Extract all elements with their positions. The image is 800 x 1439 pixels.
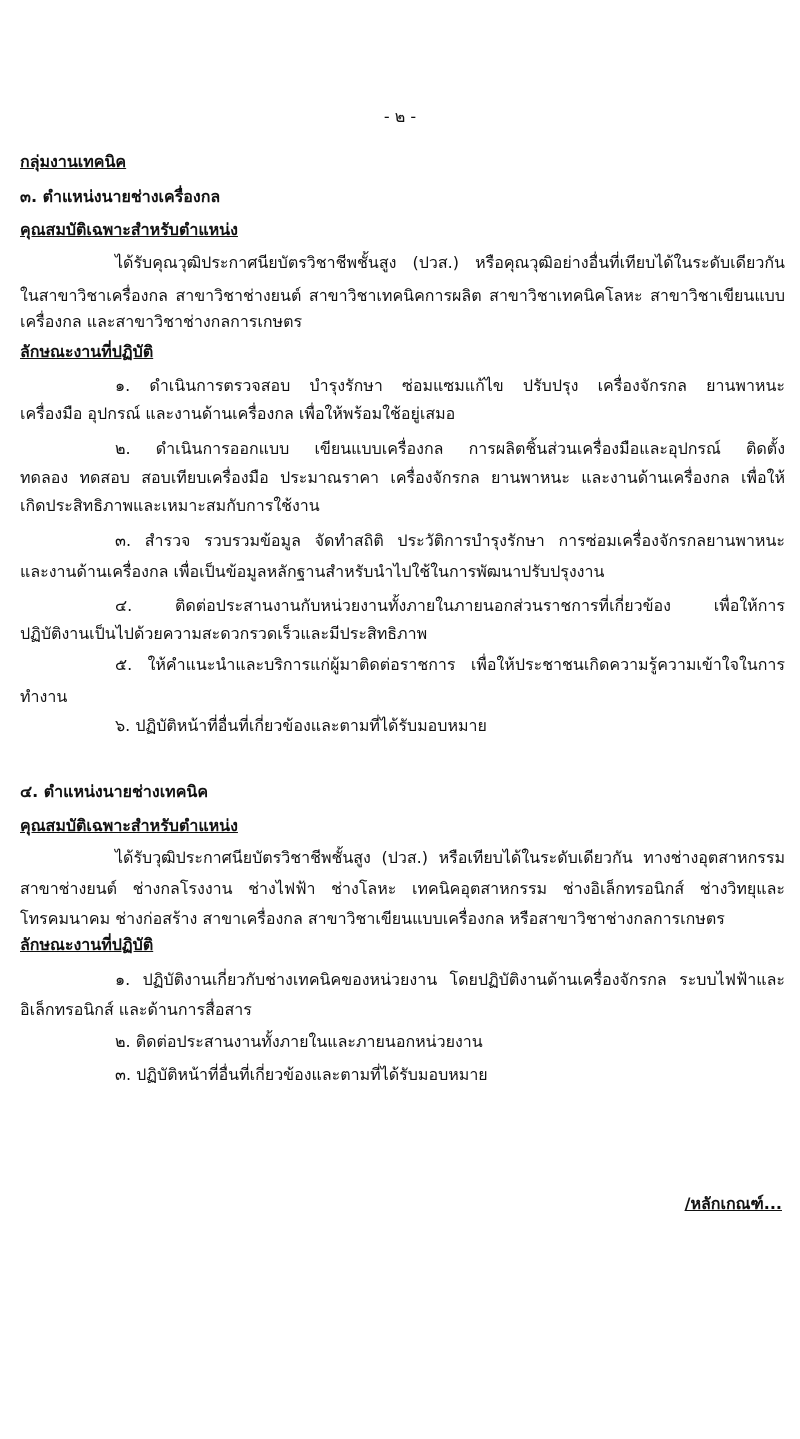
section3-qual-heading: คุณสมบัติเฉพาะสำหรับตำแหน่ง xyxy=(20,220,238,239)
section3-duty-line: และงานด้านเครื่องกล เพื่อเป็นข้อมูลหลักฐานสำหรับนำไปใช้ในการพัฒนาปรับปรุงงาน xyxy=(20,562,605,581)
section3-duty-line: ๔. ติดต่อประสานงานกับหน่วยงานทั้งภายในภายนอกส่วนราชการที่เกี่ยวข้อง เพื่อให้การ xyxy=(115,596,785,615)
section3-duty-line: ๓. สำรวจ รวบรวมข้อมูล จัดทำสถิติ ประวัติการบำรุงรักษา การซ่อมเครื่องจักรกลยานพาหนะ xyxy=(115,531,785,550)
page-number: - ๒ - xyxy=(383,107,417,126)
section4-duty-heading: ลักษณะงานที่ปฏิบัติ xyxy=(20,935,154,954)
section4-duty-line: ๑. ปฏิบัติงานเกี่ยวกับช่างเทคนิคของหน่วยงาน โดยปฏิบัติงานด้านเครื่องจักรกล ระบบไฟฟ้าและ xyxy=(115,970,785,989)
section3-duty-line: ทำงาน xyxy=(20,687,68,706)
section3-duty-line: เครื่องมือ อุปกรณ์ และงานด้านเครื่องกล เพื่อให้พร้อมใช้อยู่เสมอ xyxy=(20,404,456,423)
section3-qual-line: ในสาขาวิชาเครื่องกล สาขาวิชาช่างยนต์ สาขาวิชาเทคนิคการผลิต สาขาวิชาเทคนิคโลหะ สาขาวิชาเขียนแบบ xyxy=(20,286,785,305)
section3-qual-line: เครื่องกล และสาขาวิชาช่างกลการเกษตร xyxy=(20,312,303,331)
section3-duty-line: ๒. ดำเนินการออกแบบ เขียนแบบเครื่องกล การผลิตชิ้นส่วนเครื่องมือและอุปกรณ์ ติดตั้ง xyxy=(115,439,785,458)
section4-duty-line: ๒. ติดต่อประสานงานทั้งภายในและภายนอกหน่วยงาน xyxy=(115,1032,483,1051)
section4-qual-line: โทรคมนาคม ช่างก่อสร้าง สาขาเครื่องกล สาขาวิชาเขียนแบบเครื่องกล หรือสาขาวิชาช่างกลการเกษตร xyxy=(20,909,725,928)
section4-qual-heading: คุณสมบัติเฉพาะสำหรับตำแหน่ง xyxy=(20,816,238,835)
section3-qual-line: ได้รับคุณวุฒิประกาศนียบัตรวิชาชีพชั้นสูง (ปวส.) หรือคุณวุฒิอย่างอื่นที่เทียบได้ในระดับเดียวกัน xyxy=(115,253,785,272)
section3-title: ๓. ตำแหน่งนายช่างเครื่องกล xyxy=(20,187,221,206)
section4-title: ๔. ตำแหน่งนายช่างเทคนิค xyxy=(20,782,209,801)
continuation-marker: /หลักเกณฑ์... xyxy=(684,1194,782,1213)
section3-duty-line: เกิดประสิทธิภาพและเหมาะสมกับการใช้งาน xyxy=(20,496,320,515)
section4-duty-line: ๓. ปฏิบัติหน้าที่อื่นที่เกี่ยวข้องและตามที่ได้รับมอบหมาย xyxy=(115,1065,488,1084)
section4-duty-line: อิเล็กทรอนิกส์ และด้านการสื่อสาร xyxy=(20,1000,252,1019)
section3-duty-line: ทดลอง ทดสอบ สอบเทียบเครื่องมือ ประมาณราคา เครื่องจักรกล ยานพาหนะ และงานด้านเครื่องกล เพื่อให้ xyxy=(20,468,785,487)
section4-qual-line: ได้รับวุฒิประกาศนียบัตรวิชาชีพชั้นสูง (ปวส.) หรือเทียบได้ในระดับเดียวกัน ทางช่างอุตสาหกรรม xyxy=(115,848,785,867)
section3-duty-line: ๖. ปฏิบัติหน้าที่อื่นที่เกี่ยวข้องและตามที่ได้รับมอบหมาย xyxy=(115,716,487,735)
group-heading: กลุ่มงานเทคนิค xyxy=(20,152,127,171)
section4-qual-line: สาขาช่างยนต์ ช่างกลโรงงาน ช่างไฟฟ้า ช่างโลหะ เทคนิคอุตสาหกรรม ช่างอิเล็กทรอนิกส์ ช่างวิทยุและ xyxy=(20,879,785,898)
section3-duty-heading: ลักษณะงานที่ปฏิบัติ xyxy=(20,342,154,361)
section3-duty-line: ๕. ให้คำแนะนำและบริการแก่ผู้มาติดต่อราชการ เพื่อให้ประชาชนเกิดความรู้ความเข้าใจในการ xyxy=(115,655,785,674)
section3-duty-line: ๑. ดำเนินการตรวจสอบ บำรุงรักษา ซ่อมแซมแก้ไข ปรับปรุง เครื่องจักรกล ยานพาหนะ xyxy=(115,376,785,395)
section3-duty-line: ปฏิบัติงานเป็นไปด้วยความสะดวกรวดเร็วและมีประสิทธิภาพ xyxy=(20,624,428,643)
